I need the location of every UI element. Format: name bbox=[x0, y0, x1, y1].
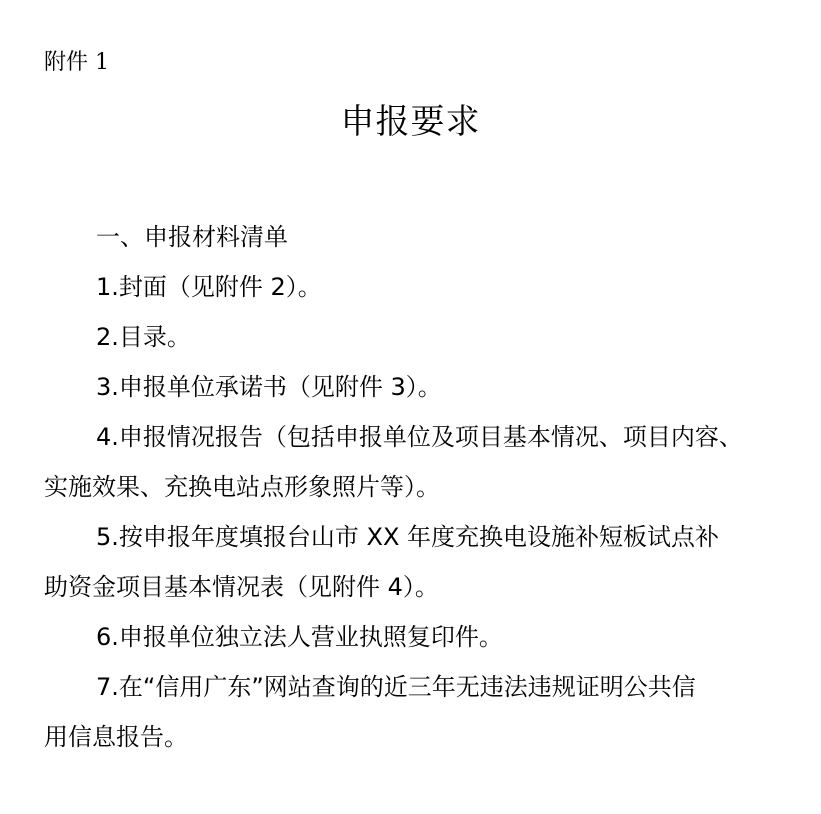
list-item-7-line-1: 7.在“信用广东”网站查询的近三年无违法违规证明公共信 bbox=[96, 673, 696, 701]
list-item-6: 6.申报单位独立法人营业执照复印件。 bbox=[96, 623, 503, 651]
list-item-7-line-2: 用信息报告。 bbox=[44, 723, 188, 751]
list-item-3: 3.申报单位承诺书（见附件 3）。 bbox=[96, 373, 442, 401]
list-item-1: 1.封面（见附件 2）。 bbox=[96, 273, 322, 301]
document-title: 申报要求 bbox=[340, 102, 481, 142]
list-item-5 bbox=[44, 512, 800, 612]
attachment-label: 附件 1 bbox=[44, 50, 109, 75]
list-item-4 bbox=[44, 412, 800, 512]
list-item-5-line-1: 5.按申报年度填报台山市 XX 年度充换电设施补短板试点补 bbox=[96, 523, 720, 551]
section-heading: 一、申报材料清单 bbox=[96, 223, 288, 251]
list-item-7 bbox=[44, 662, 800, 762]
document-body bbox=[44, 212, 800, 762]
list-item-2: 2.目录。 bbox=[96, 323, 191, 351]
list-item-4-line-1: 4.申报情况报告（包括申报单位及项目基本情况、项目内容、 bbox=[96, 423, 743, 451]
list-item-4-line-2: 实施效果、充换电站点形象照片等）。 bbox=[44, 473, 440, 501]
list-item-5-line-2: 助资金项目基本情况表（见附件 4）。 bbox=[44, 573, 439, 601]
